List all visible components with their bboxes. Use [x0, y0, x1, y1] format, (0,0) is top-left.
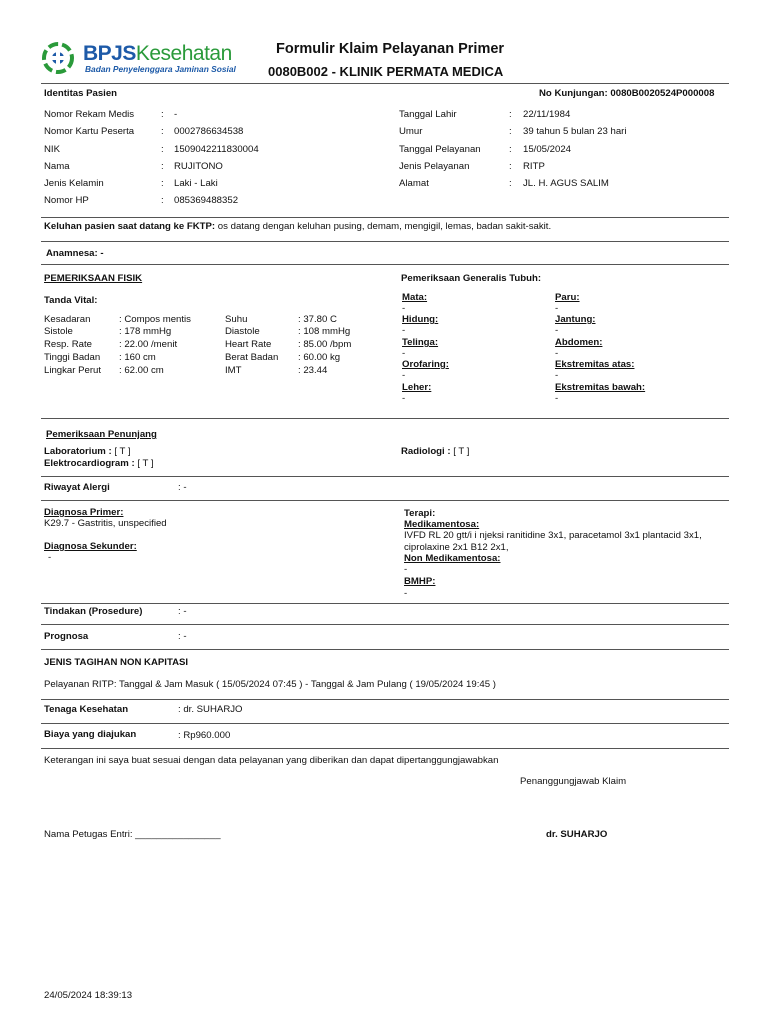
vital-label: Tinggi Badan — [44, 352, 101, 363]
field-separator: : — [509, 126, 512, 137]
cost-label: Biaya yang diajukan — [44, 729, 137, 740]
field-separator: : — [509, 144, 512, 155]
printed-timestamp: 24/05/2024 18:39:13 — [44, 990, 133, 1001]
identity-value: 39 tahun 5 bulan 23 hari — [523, 126, 627, 137]
general-exam-label: Ekstremitas bawah: — [555, 382, 646, 393]
vital-label: Lingkar Perut — [44, 365, 102, 376]
officer-entry: Nama Petugas Entri: ________________ — [44, 829, 221, 840]
general-exam-label: Telinga: — [402, 337, 439, 348]
procedure-value: : - — [178, 606, 187, 617]
divider — [41, 624, 729, 625]
vital-value: : 37.80 C — [298, 314, 337, 325]
identity-label: Nomor Rekam Medis — [44, 109, 135, 120]
general-exam-label: Orofaring: — [402, 359, 449, 370]
vital-label: Kesadaran — [44, 314, 91, 325]
identity-label: Tanggal Pelayanan — [399, 144, 481, 155]
identity-value: RUJITONO — [174, 161, 223, 172]
divider — [41, 83, 729, 84]
field-separator: : — [161, 109, 164, 120]
identity-label: Tanggal Lahir — [399, 109, 457, 120]
complaint: Keluhan pasien saat datang ke FKTP: os datang dengan keluhan pusing, demam, mengigil, lemas, badan sakit-sakit. — [44, 221, 552, 232]
vital-value: : 85.00 /bpm — [298, 339, 352, 350]
general-exam-value: - — [555, 393, 559, 404]
staff-label: Tenaga Kesehatan — [44, 704, 129, 715]
procedure-label: Tindakan (Prosedure) — [44, 606, 143, 617]
vital-label: IMT — [225, 365, 242, 376]
divider — [41, 649, 729, 650]
form-title: Formulir Klaim Pelayanan Primer — [276, 41, 505, 57]
general-exam-label: Ekstremitas atas: — [555, 359, 635, 370]
clinic-name: 0080B002 - KLINIK PERMATA MEDICA — [268, 64, 504, 79]
vital-label: Suhu — [225, 314, 248, 325]
divider — [41, 603, 729, 604]
vital-value: : 60.00 kg — [298, 352, 341, 363]
divider — [41, 699, 729, 700]
diagnosis-secondary-label: Diagnosa Sekunder: — [44, 541, 137, 552]
general-exam-value: - — [402, 393, 406, 404]
identity-label: Jenis Kelamin — [44, 178, 104, 189]
general-heading: Pemeriksaan Generalis Tubuh: — [401, 273, 542, 284]
field-separator: : — [509, 161, 512, 172]
bmhp-value: - — [404, 588, 408, 599]
identity-value: JL. H. AGUS SALIM — [523, 178, 609, 189]
general-exam-label: Abdomen: — [555, 337, 603, 348]
divider — [41, 264, 729, 265]
field-separator: : — [161, 178, 164, 189]
vital-value: : 22.00 /menit — [119, 339, 178, 350]
vital-value: : 160 cm — [119, 352, 156, 363]
field-separator: : — [161, 195, 164, 206]
support-heading: Pemeriksaan Penunjang — [46, 429, 157, 440]
general-exam-value: - — [402, 303, 406, 314]
divider — [41, 476, 729, 477]
divider — [41, 418, 729, 419]
visit-number: No Kunjungan: 0080B0020524P000008 — [539, 88, 715, 99]
identity-label: Jenis Pelayanan — [399, 161, 470, 172]
cost-value: : Rp960.000 — [178, 730, 231, 741]
billing-heading: JENIS TAGIHAN NON KAPITASI — [44, 657, 189, 668]
vital-label: Heart Rate — [225, 339, 272, 350]
general-exam-value: - — [555, 370, 559, 381]
prognosis-label: Prognosa — [44, 631, 89, 642]
identity-label: NIK — [44, 144, 60, 155]
vital-label: Berat Badan — [225, 352, 279, 363]
logo-subtitle: Badan Penyelenggara Jaminan Sosial — [85, 64, 236, 74]
medication-label: Medikamentosa: — [404, 519, 480, 530]
physical-heading: PEMERIKSAAN FISIK — [44, 273, 143, 284]
identity-label: Nomor Kartu Peserta — [44, 126, 135, 137]
allergy-value: : - — [178, 482, 187, 493]
divider — [41, 723, 729, 724]
identity-label: Nomor HP — [44, 195, 89, 206]
staff-value: : dr. SUHARJO — [178, 704, 243, 715]
vital-label: Diastole — [225, 326, 260, 337]
identity-value: 22/11/1984 — [523, 109, 571, 120]
identity-value: 0002786634538 — [174, 126, 244, 137]
non-medication-label: Non Medikamentosa: — [404, 553, 501, 564]
non-medication-value: - — [404, 564, 408, 575]
general-exam-value: - — [402, 325, 406, 336]
identity-label: Umur — [399, 126, 423, 137]
identity-heading: Identitas Pasien — [44, 88, 118, 99]
field-separator: : — [161, 161, 164, 172]
identity-label: Nama — [44, 161, 70, 172]
identity-label: Alamat — [399, 178, 429, 189]
general-exam-label: Mata: — [402, 292, 428, 303]
identity-value: 1509042211830004 — [174, 144, 259, 155]
radiology-result: Radiologi : [ T ] — [401, 446, 470, 457]
responsible-label: Penanggungjawab Klaim — [520, 776, 627, 787]
diagnosis-primary-label: Diagnosa Primer: — [44, 507, 124, 518]
lab-result: Laboratorium : [ T ] — [44, 446, 131, 457]
vital-heading: Tanda Vital: — [44, 295, 98, 306]
billing-service: Pelayanan RITP: Tanggal & Jam Masuk ( 15/05/2024 07:45 ) - Tanggal & Jam Pulang ( 19/05/2024 19:45 ) — [44, 679, 496, 690]
field-separator: : — [161, 144, 164, 155]
diagnosis-secondary-value: - — [48, 552, 52, 563]
identity-value: Laki - Laki — [174, 178, 218, 189]
field-separator: : — [161, 126, 164, 137]
general-exam-label: Leher: — [402, 382, 432, 393]
general-exam-label: Hidung: — [402, 314, 439, 325]
general-exam-value: - — [402, 370, 406, 381]
vital-label: Sistole — [44, 326, 73, 337]
field-separator: : — [509, 109, 512, 120]
identity-value: 085369488352 — [174, 195, 239, 206]
general-exam-value: - — [555, 303, 559, 314]
vital-value: : 178 mmHg — [119, 326, 172, 337]
vital-value: : 108 mmHg — [298, 326, 351, 337]
vital-value: : 23.44 — [298, 365, 328, 376]
divider — [41, 500, 729, 501]
divider — [41, 217, 729, 218]
general-exam-value: - — [555, 348, 559, 359]
bpjs-logo-icon — [42, 42, 74, 74]
bmhp-label: BMHP: — [404, 576, 436, 587]
divider — [41, 241, 729, 242]
medication-value: IVFD RL 20 gtt/i i njeksi ranitidine 3x1, paracetamol 3x1 plantacid 3x1, ciprolaxine 2x1 B12 2x1, — [404, 530, 702, 553]
identity-value: 15/05/2024 — [523, 144, 572, 155]
identity-value: - — [174, 109, 178, 120]
divider — [41, 748, 729, 749]
ekg-result: Elektrocardiogram : [ T ] — [44, 458, 154, 469]
anamnesa: Anamnesa: - — [46, 248, 104, 259]
field-separator: : — [509, 178, 512, 189]
vital-value: : 62.00 cm — [119, 365, 164, 376]
statement: Keterangan ini saya buat sesuai dengan data pelayanan yang diberikan dan dapat dipertanggungjawabkan — [44, 755, 499, 766]
general-exam-label: Paru: — [555, 292, 580, 303]
allergy-label: Riwayat Alergi — [44, 482, 110, 493]
doctor-signature-name: dr. SUHARJO — [546, 829, 608, 840]
general-exam-value: - — [555, 325, 559, 336]
vital-value: : Compos mentis — [119, 314, 191, 325]
general-exam-label: Jantung: — [555, 314, 596, 325]
prognosis-value: : - — [178, 631, 187, 642]
vital-label: Resp. Rate — [44, 339, 92, 350]
general-exam-value: - — [402, 348, 406, 359]
logo-wordmark: BPJSKesehatan — [83, 42, 232, 65]
diagnosis-primary-value: K29.7 - Gastritis, unspecified — [44, 518, 167, 529]
therapy-heading: Terapi: — [404, 508, 436, 519]
identity-value: RITP — [523, 161, 545, 172]
